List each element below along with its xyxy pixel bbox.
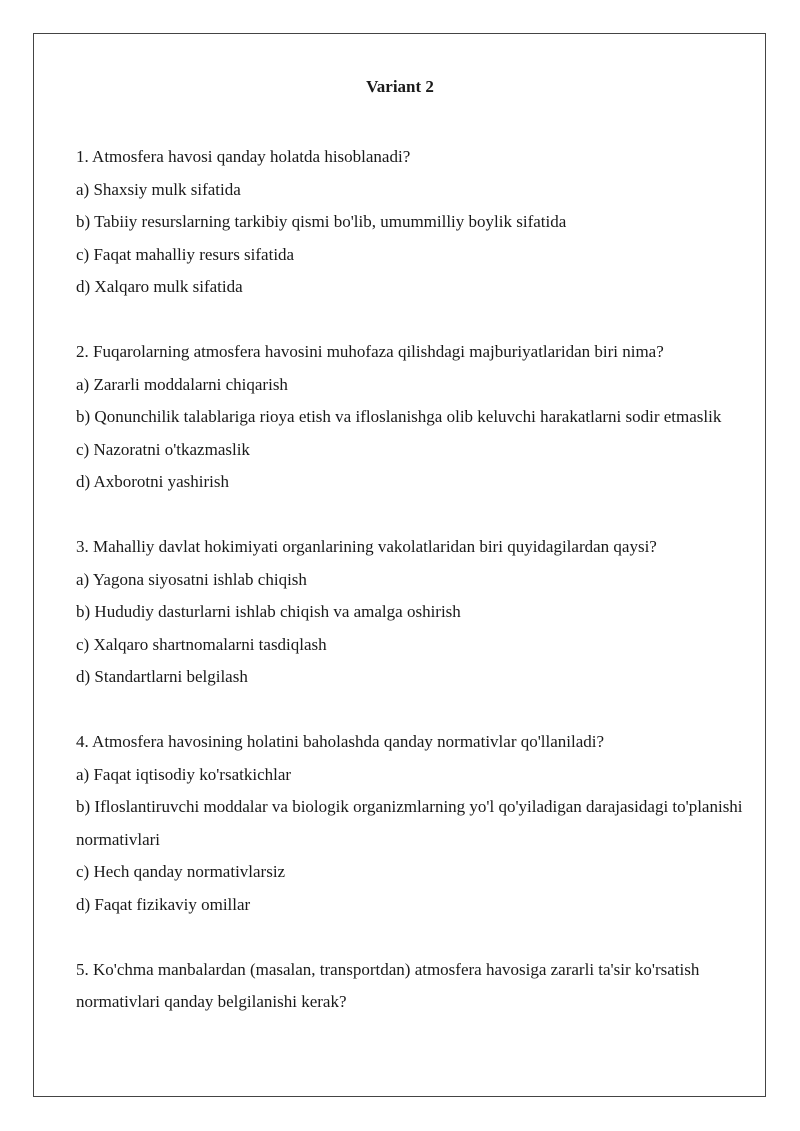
answer-option-a: a) Yagona siyosatni ishlab chiqish <box>76 569 307 589</box>
answer-option-c: c) Xalqaro shartnomalarni tasdiqlash <box>76 634 327 654</box>
question-text: 4. Atmosfera havosining holatini baholashda qanday normativlar qo'llaniladi? <box>76 732 605 751</box>
answer-option-d: d) Xalqaro mulk sifatida <box>76 277 243 296</box>
question-text: 3. Mahalliy davlat hokimiyati organlarining vakolatlaridan biri quyidagilardan qaysi? <box>76 537 657 556</box>
answer-option-b: b) Hududiy dasturlarni ishlab chiqish va amalga oshirish <box>76 602 461 621</box>
question-text: 5. Ko'chma manbalardan (masalan, transportdan) atmosfera havosiga zararli ta'sir ko'rsatish normativlari qanday belgilanishi kerak? <box>76 959 700 1011</box>
answer-option-d: d) Standartlarni belgilash <box>76 667 248 686</box>
answer-option-b: b) Qonunchilik talablariga rioya etish va ifloslanishga olib keluvchi harakatlarni sodir etmaslik <box>76 407 722 426</box>
answer-option-a: a) Zararli moddalarni chiqarish <box>76 374 288 394</box>
answer-option-b: b) Tabiiy resurslarning tarkibiy qismi bo'lib, umummilliy boylik sifatida <box>76 212 567 231</box>
question-list <box>76 141 746 1019</box>
document-title: Variant 2 <box>366 77 434 96</box>
question-3 <box>76 531 746 694</box>
question-text: 2. Fuqarolarning atmosfera havosini muhofaza qilishdagi majburiyatlaridan biri nima? <box>76 342 664 361</box>
question-2 <box>76 336 746 499</box>
answer-option-d: d) Faqat fizikaviy omillar <box>76 894 251 914</box>
answer-option-c: c) Nazoratni o'tkazmaslik <box>76 439 250 459</box>
answer-option-c: c) Faqat mahalliy resurs sifatida <box>76 244 295 264</box>
question-text: 1. Atmosfera havosi qanday holatda hisoblanadi? <box>76 147 411 166</box>
question-1 <box>76 141 746 304</box>
answer-option-a: a) Faqat iqtisodiy ko'rsatkichlar <box>76 764 292 784</box>
answer-option-a: a) Shaxsiy mulk sifatida <box>76 179 241 199</box>
answer-option-b: b) Ifloslantiruvchi moddalar va biologik organizmlarning yo'l qo'yiladigan darajasidagi to'planishi normativlari <box>76 797 743 849</box>
answer-option-d: d) Axborotni yashirish <box>76 472 229 491</box>
question-5 <box>76 954 746 1019</box>
answer-option-c: c) Hech qanday normativlarsiz <box>76 862 286 881</box>
question-4 <box>76 726 746 921</box>
